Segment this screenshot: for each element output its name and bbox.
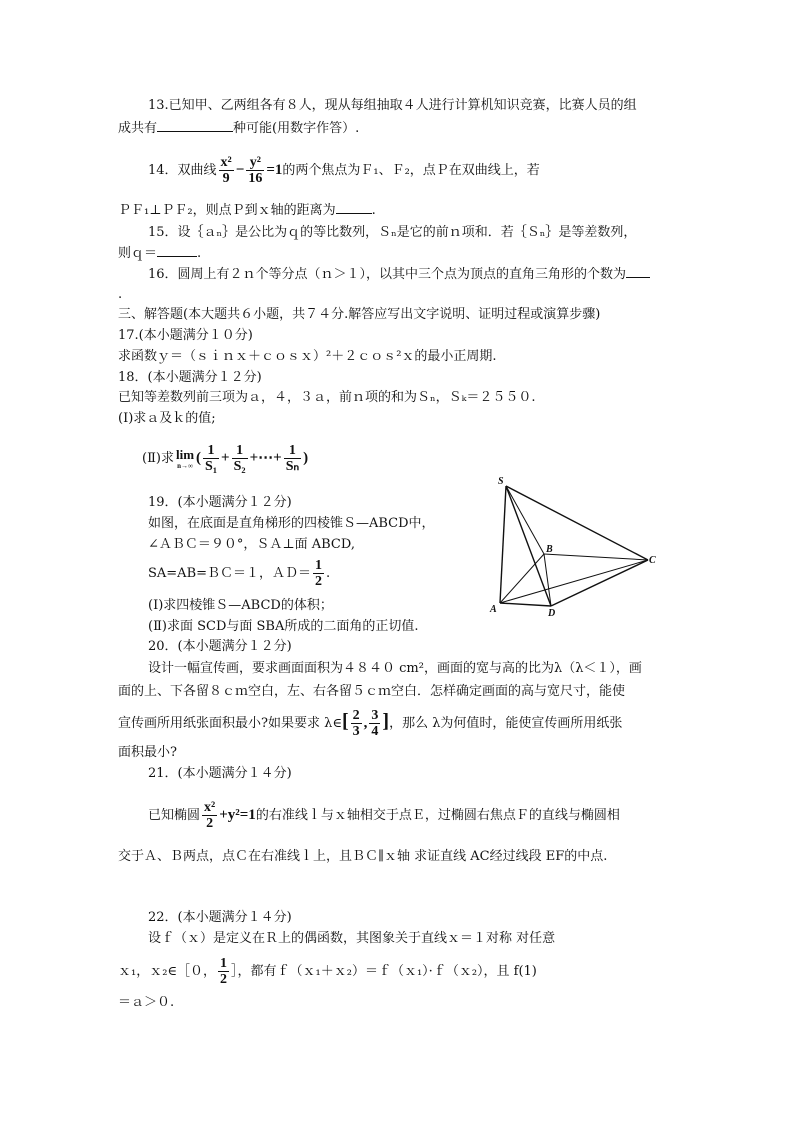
q14-frac-y (246, 155, 264, 186)
q18-head: 18．(本小题满分１２分) (118, 370, 262, 385)
edge-ab (500, 554, 544, 603)
edge-sa (500, 486, 506, 603)
q20-line3-pre: 宣传画所用纸张面积最小?如果要求 λ∈ (118, 716, 342, 731)
q21-pre: 已知椭圆 (148, 808, 201, 823)
q19-line3 (148, 556, 330, 592)
q21-line2: 交于Ａ、Ｂ两点，点Ｃ在右准线ｌ上，且ＢＣ∥ｘ轴 求证直线 AC经过线段 EF的中点. (118, 849, 608, 864)
q17-head: 17.(本小题满分１０分) (118, 328, 253, 343)
q20-line1: 设计一幅宣传画，要求画面面积为４８４０ cm²，画面的宽与高的比为λ（λ＜１），画 (148, 661, 642, 676)
q14-frac-y-den: 16 (248, 171, 263, 186)
edge-sc (506, 486, 648, 560)
q14-frac-x (219, 155, 234, 186)
q21-frac-num: x² (204, 800, 216, 815)
q18-term1-num: 1 (203, 443, 219, 459)
q19-line1: 如图，在底面是直角梯形的四棱锥Ｓ—ABCD中， (148, 516, 435, 531)
q15-line2-post: . (197, 246, 202, 261)
q18-term3-num: 1 (284, 443, 301, 459)
edge-ad (500, 603, 551, 606)
q22-line1: 设ｆ（ｘ）是定义在Ｒ上的偶函数，其图象关于直线ｘ＝１对称 对任意 (148, 931, 556, 946)
section3-heading: 三、解答题(本大题共６小题，共７４分.解答应写出文字说明、证明过程或演算步骤) (118, 307, 601, 322)
q14-line2-pre: ＰＦ₁⊥ＰＦ₂，则点Ｐ到ｘ轴的距离为 (118, 203, 336, 218)
pyramid-figure (488, 470, 663, 620)
q14-minus: − (235, 162, 245, 178)
q19-frac-den: 2 (315, 574, 323, 589)
q15-line2-pre: 则ｑ＝ (118, 246, 158, 261)
q18-open-paren: ( (196, 450, 202, 466)
q15-line1: 15．设｛ａₙ｝是公比为ｑ的等比数列，Ｓₙ是它的前ｎ项和．若｛Ｓₙ｝是等差数列， (148, 225, 637, 240)
q19-part2: (Ⅱ)求面 SCD与面 SBA所成的二面角的正切值. (148, 619, 419, 634)
q18-term2-den: S₂ (233, 459, 246, 474)
q20-line4: 面积最小? (118, 745, 177, 760)
q18-part1: (Ⅰ)求ａ及ｋ的值; (118, 411, 216, 426)
q14-frac-x-num: x² (220, 155, 232, 170)
q22-line2-post: ］，都有ｆ（ｘ₁＋ｘ₂）＝ｆ（ｘ₁）·ｆ（ｘ₂），且 f(1) (231, 964, 537, 979)
q19-line3-pre: SA=AB=ＢＣ＝１，ＡＤ＝ (148, 566, 312, 581)
q15-line2 (118, 244, 201, 263)
q20-bracket-open: [ (341, 710, 349, 732)
q14-frac-y-num: y² (246, 155, 264, 171)
q22-line3: ＝ａ＞０. (118, 995, 175, 1010)
q20-head: 20．(本小题满分１２分) (148, 639, 292, 654)
vertex-label-d: D (548, 608, 556, 619)
q14-eq: =1 (266, 162, 283, 178)
q20-frac-upper (369, 708, 380, 739)
q18-term1-den: S₁ (205, 459, 218, 474)
q18-body: 已知等差数列前三项为ａ，４，３ａ，前ｎ项的和为Ｓₙ，Ｓₖ＝２５５０. (118, 390, 536, 405)
q19-head: 19．(本小题满分１２分) (148, 495, 292, 510)
q21-frac-den: 2 (206, 816, 214, 831)
edge-dc (551, 560, 648, 606)
q21-eq: +y²=1 (219, 807, 256, 823)
q14-frac-x-den: 9 (222, 171, 230, 186)
q18-lim-word: lim (175, 446, 195, 462)
q14-line2-post: . (371, 203, 376, 218)
q13-line2 (118, 119, 359, 138)
q20-frac-lower-num: 2 (352, 708, 360, 723)
q20-bracket-close: ] (382, 710, 390, 732)
q22-line2 (118, 952, 537, 992)
edge-bc (544, 554, 648, 560)
q18-term3-den: Sₙ (285, 459, 300, 474)
q18-term3 (284, 443, 301, 474)
edge-ac (500, 560, 648, 603)
q22-line2-pre: ｘ₁，ｘ₂∈［０， (118, 964, 217, 979)
q15-answer-blank (157, 244, 197, 257)
q22-frac-half (218, 956, 229, 987)
q13-line2-post: 种可能(用数字作答）. (233, 121, 360, 136)
q16-line2: . (118, 287, 123, 302)
q19-line2: ∠ＡＢＣ＝９０°，ＳＡ⊥面 ABCD, (148, 537, 355, 552)
q18-plus: + (221, 450, 230, 466)
q19-frac-half (313, 558, 324, 589)
q18-term2-num: 1 (232, 443, 248, 459)
q18-part2-pre: (Ⅱ)求 (142, 451, 174, 466)
q20-line3-post: ，那么 λ为何值时，能使宣传画所用纸张 (389, 716, 623, 731)
vertex-label-c: C (649, 555, 656, 566)
q18-close-paren: ) (303, 450, 309, 466)
q14-pre: 14．双曲线 (148, 163, 217, 178)
q20-line2: 面的上、下各留８ｃｍ空白，左、右各留５ｃｍ空白．怎样确定画面的高与宽尺寸，能使 (118, 684, 626, 699)
q19-part1: (Ⅰ)求四棱锥Ｓ—ABCD的体积； (148, 598, 333, 613)
q20-frac-lower-den: 3 (352, 724, 360, 739)
q14-post: 的两个焦点为Ｆ₁、Ｆ₂，点Ｐ在双曲线上，若 (282, 163, 540, 178)
q20-line3 (118, 701, 622, 744)
q18-dots: +⋯+ (249, 450, 282, 466)
q13-line2-pre: 成共有 (118, 121, 158, 136)
vertex-label-a: A (490, 604, 497, 615)
q18-lim (176, 448, 194, 470)
vertex-label-b: B (546, 544, 553, 555)
q20-frac-lower (351, 708, 362, 739)
q20-frac-upper-den: 4 (371, 724, 379, 739)
q18-term2 (232, 443, 248, 474)
q21-post: 的右准线ｌ与ｘ轴相交于点Ｅ，过椭圆右焦点Ｆ的直线与椭圆相 (255, 808, 620, 823)
q14-line2 (118, 201, 376, 220)
q16-line1 (148, 265, 650, 284)
vertex-label-s: S (498, 476, 504, 487)
q14-line1 (148, 150, 540, 191)
q16-answer-blank (626, 265, 650, 278)
q20-comma: , (363, 715, 368, 731)
q20-frac-upper-num: 3 (371, 708, 379, 723)
q18-part2 (142, 438, 308, 479)
q17-body: 求函数ｙ＝（ｓｉｎｘ＋ｃｏｓｘ）²＋２ｃｏｓ²ｘ的最小正周期. (118, 349, 497, 364)
q16-text: 16．圆周上有２ｎ个等分点（ｎ＞１），以其中三个点为顶点的直角三角形的个数为 (148, 267, 627, 282)
q13-line1: 13.已知甲、乙两组各有８人，现从每组抽取４人进行计算机知识竞赛，比赛人员的组 (148, 98, 637, 113)
q13-answer-blank (157, 119, 233, 132)
q21-head: 21．(本小题满分１４分) (148, 766, 292, 781)
q18-lim-sub: n→∞ (177, 461, 193, 470)
q22-head: 22．(本小题满分１４分) (148, 910, 292, 925)
q19-frac-num: 1 (315, 558, 323, 573)
q14-answer-blank (336, 201, 372, 214)
q22-frac-den: 2 (220, 972, 228, 987)
q21-frac (202, 800, 217, 831)
q21-line1 (148, 795, 620, 836)
edge-sd (506, 486, 551, 606)
q22-frac-num: 1 (220, 956, 228, 971)
q19-line3-post: . (326, 566, 331, 581)
q18-term1 (203, 443, 219, 474)
